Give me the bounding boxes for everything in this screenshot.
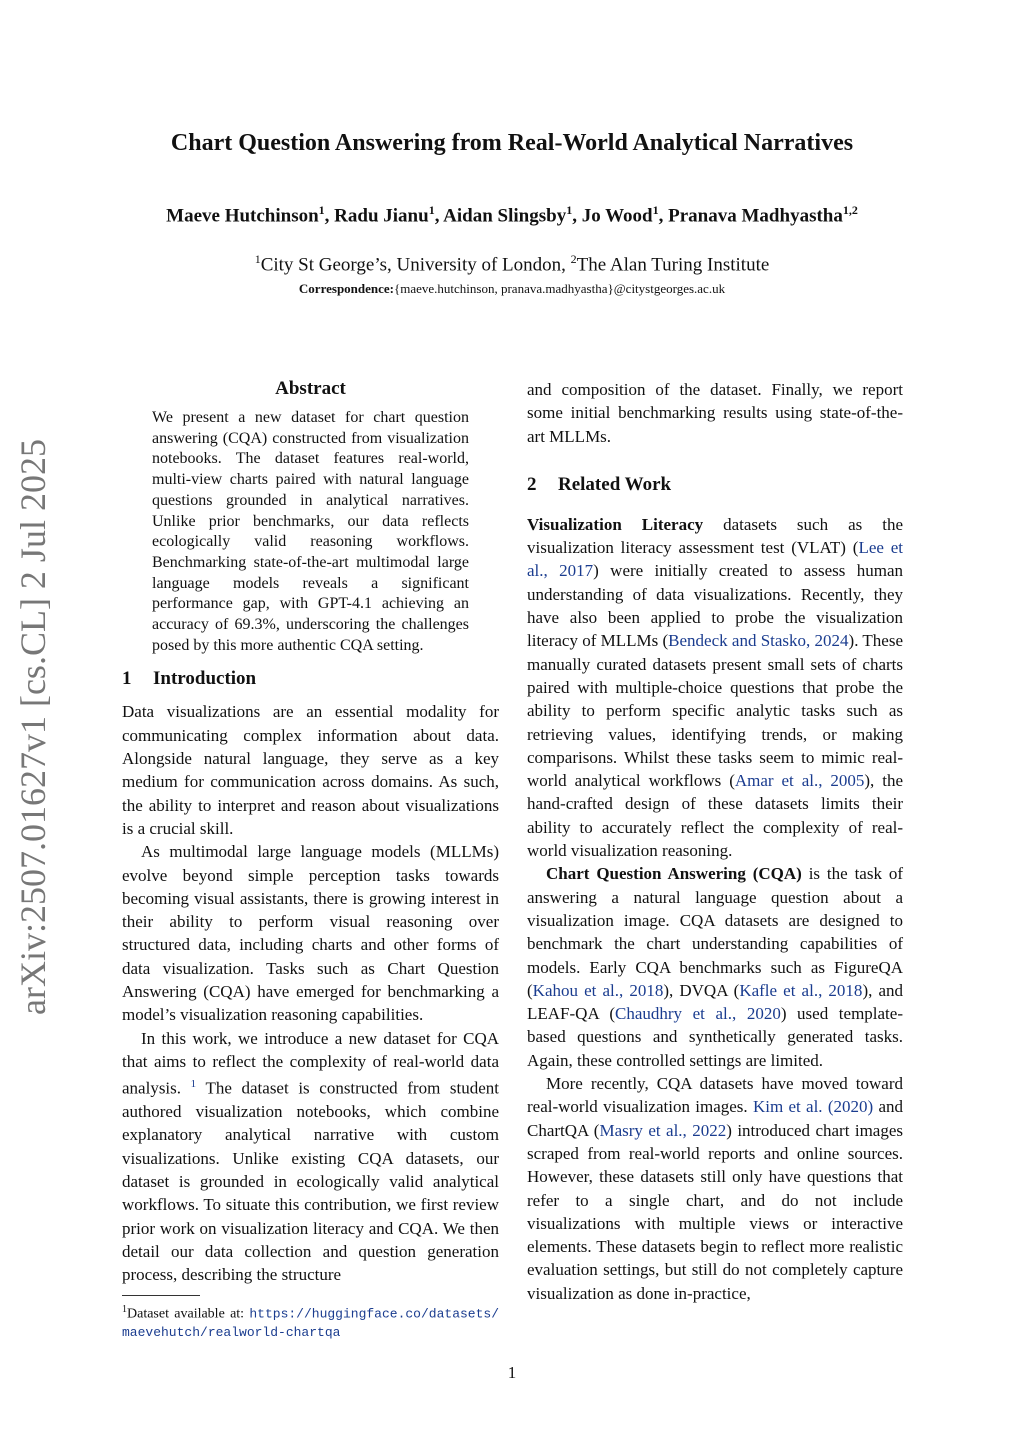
intro-paragraph-2: As multimodal large language models (MLLMs) evolve beyond simple perception tasks towards becoming visual assistants, there is growing interest in their ability to perform visual reasoning over structured data, including charts and other forms of data visualization. Tasks such as Chart Question Answering (CQA) have emerged for benchmarking a model’s visualization reasoning capabilities. [122,842,499,1025]
intro-paragraph-3 [122,1027,499,1287]
related-paragraph-recent [527,1072,903,1305]
affiliations [0,252,1024,276]
section-heading-related-work [527,474,903,496]
text-run: ), DVQA ( [663,980,740,1000]
affiliation-mark: 1 [254,252,261,266]
author-affiliation-mark: 1 [566,203,573,217]
footnote-mark: 1 [122,1303,127,1315]
author-name: Aidan Slingsby [443,205,567,227]
related-paragraph-visualization-literacy [527,513,903,862]
author-name: Maeve Hutchinson [166,205,319,227]
section-heading-introduction [122,668,499,690]
affiliation-2: The Alan Turing Institute [576,254,770,276]
citation-link[interactable]: Chaudhry et al., 2020 [615,1004,781,1024]
text-run: More recently, CQA datasets have moved toward real-world visualization images. [527,1074,903,1117]
section-number: 1 [122,668,132,690]
author-name: Jo Wood [581,205,653,227]
author-list: Maeve Hutchinson$^1$, Radu Jianu$^1$, Aidan Slingsby$^1$, Jo Wood$^1$, Pranava Madhyastha$^{1,2}$ [166,203,858,227]
footnote-marker[interactable]: 1 [190,1078,197,1091]
abstract-text: We present a new dataset for chart question answering (CQA) constructed from visualization notebooks. The dataset features real-world, multi-view charts paired with natural language questions grounded in analytical narratives. Unlike prior benchmarks, our data reflects ecologically valid reasoning workflows. Benchmarking state-of-the-art multimodal large language models reveals a significant performance gap, with GPT-4.1 achieving an accuracy of 69.3%, underscoring the challenges posed by this more authentic CQA setting. [152,409,469,654]
text-run: ), and LEAF-QA ( [527,980,903,1024]
text-run: and ChartQA ( [527,1097,903,1140]
citation-link[interactable]: Amar et al., 2005 [734,771,865,791]
correspondence-emails: {maeve.hutchinson, pranava.madhyastha}@citystgeorges.ac.uk [394,281,726,296]
citation-link[interactable]: Kahou et al., 2018 [532,980,664,1000]
paragraph-label: Chart Question Answering (CQA) [546,864,802,884]
affiliation-1: City St George’s, University of London, [260,254,571,276]
intro-paragraph-1: Data visualizations are an essential modality for communicating complex information about data. Alongside natural language, they serve as a key medium for communication across domains. As such, the ability to interpret and reason about visualizations is a crucial skill. [122,702,499,838]
text-run: datasets such as the visualization literacy assessment test (VLAT) ( [527,514,903,558]
text-run: ) introduced chart images scraped from real-world reports and online sources. However, these datasets still only have questions that refer to a single chart, and do not include visualizations with multiple views or interactive elements. These datasets begin to reflect more realistic evaluation settings, but still do not completely capture visualization as done in-practice, [527,1120,903,1303]
correspondence-label: Correspondence: [298,281,395,296]
text-run: is the task of answering a natural language question about a visualization image. CQA datasets are designed to benchmark the chart understanding capabilities of models. Early CQA benchmarks such as FigureQA ( [527,864,904,1000]
author-name: Radu Jianu [334,205,429,227]
author-name: Pranava Madhyastha [668,205,843,227]
author-affiliation-mark: 1,2 [842,203,858,217]
text-run: ). These manually curated datasets present small sets of charts paired with multiple-choice questions that probe the ability to perform specific analytic tasks such as retrieving values, identifying trends, or making comparisons. Whilst these tasks seem to mimic real-world analytical workflows ( [527,631,903,791]
section-title: Related Work [558,473,672,495]
arxiv-side-label: arXiv:2507.01627v1 [cs.CL] 2 Jul 2025 [13,439,53,1015]
intro-continuation: and composition of the dataset. Finally, we report some initial benchmarking results using state-of-the-art MLLMs. [527,380,903,446]
text-run: ), the hand-crafted design of these datasets limits their ability to accurately reflect the complexity of real-world visualization reasoning. [527,771,903,861]
affiliation-mark: 2 [570,252,577,266]
text-run: In this work, we introduce a new dataset for CQA that aims to reflect the complexity of real-world data analysis. [122,1028,499,1098]
related-paragraph-cqa [527,862,903,1072]
section-number: 2 [527,473,537,495]
left-column [122,378,499,1342]
abstract-heading: Abstract [275,378,346,399]
right-column [527,378,903,1305]
text-run: ) used template-based questions and synthetically generated tasks. Again, these controlled settings are limited. [527,1004,903,1070]
citation-link[interactable]: Bendeck and Stasko, 2024 [668,631,849,651]
citation-link[interactable]: Masry et al., 2022 [599,1120,727,1140]
citation-link[interactable]: Kafle et al., 2018 [739,980,863,1000]
section-title: Introduction [153,668,257,690]
citation-link[interactable]: Lee et al., 2017 [527,538,903,581]
page-number: 1 [507,1363,517,1382]
text-run: ) were initially created to assess human understanding of data visualizations. Recently, they have also been applied to probe the visualization literacy of MLLMs ( [527,561,903,651]
author-affiliation-mark: 1 [652,203,659,217]
correspondence [0,281,1024,297]
citation-link[interactable]: Kim et al. (2020) [752,1097,874,1117]
footnote-text: Dataset available at: [127,1306,250,1322]
paper-title: Chart Question Answering from Real-World Analytical Narratives [170,130,854,156]
text-run: The dataset is constructed from student authored visualization notebooks, which combine explanatory analytical narrative with custom visualizations. Unlike existing CQA datasets, our dataset is grounded in ecologically valid analytical workflows. To situate this contribution, we first review prior work on visualization literacy and CQA. We then detail our data collection and question generation process, describing the structure [122,1078,500,1285]
dataset-link[interactable]: https://huggingface.co/datasets/maevehutch/realworld-chartqa [122,1306,499,1341]
paragraph-label: Visualization Literacy [527,514,704,534]
footnote [122,1300,499,1343]
author-affiliation-mark: 1 [318,203,325,217]
author-affiliation-mark: 1 [428,203,435,217]
footnote-rule [122,1295,200,1296]
